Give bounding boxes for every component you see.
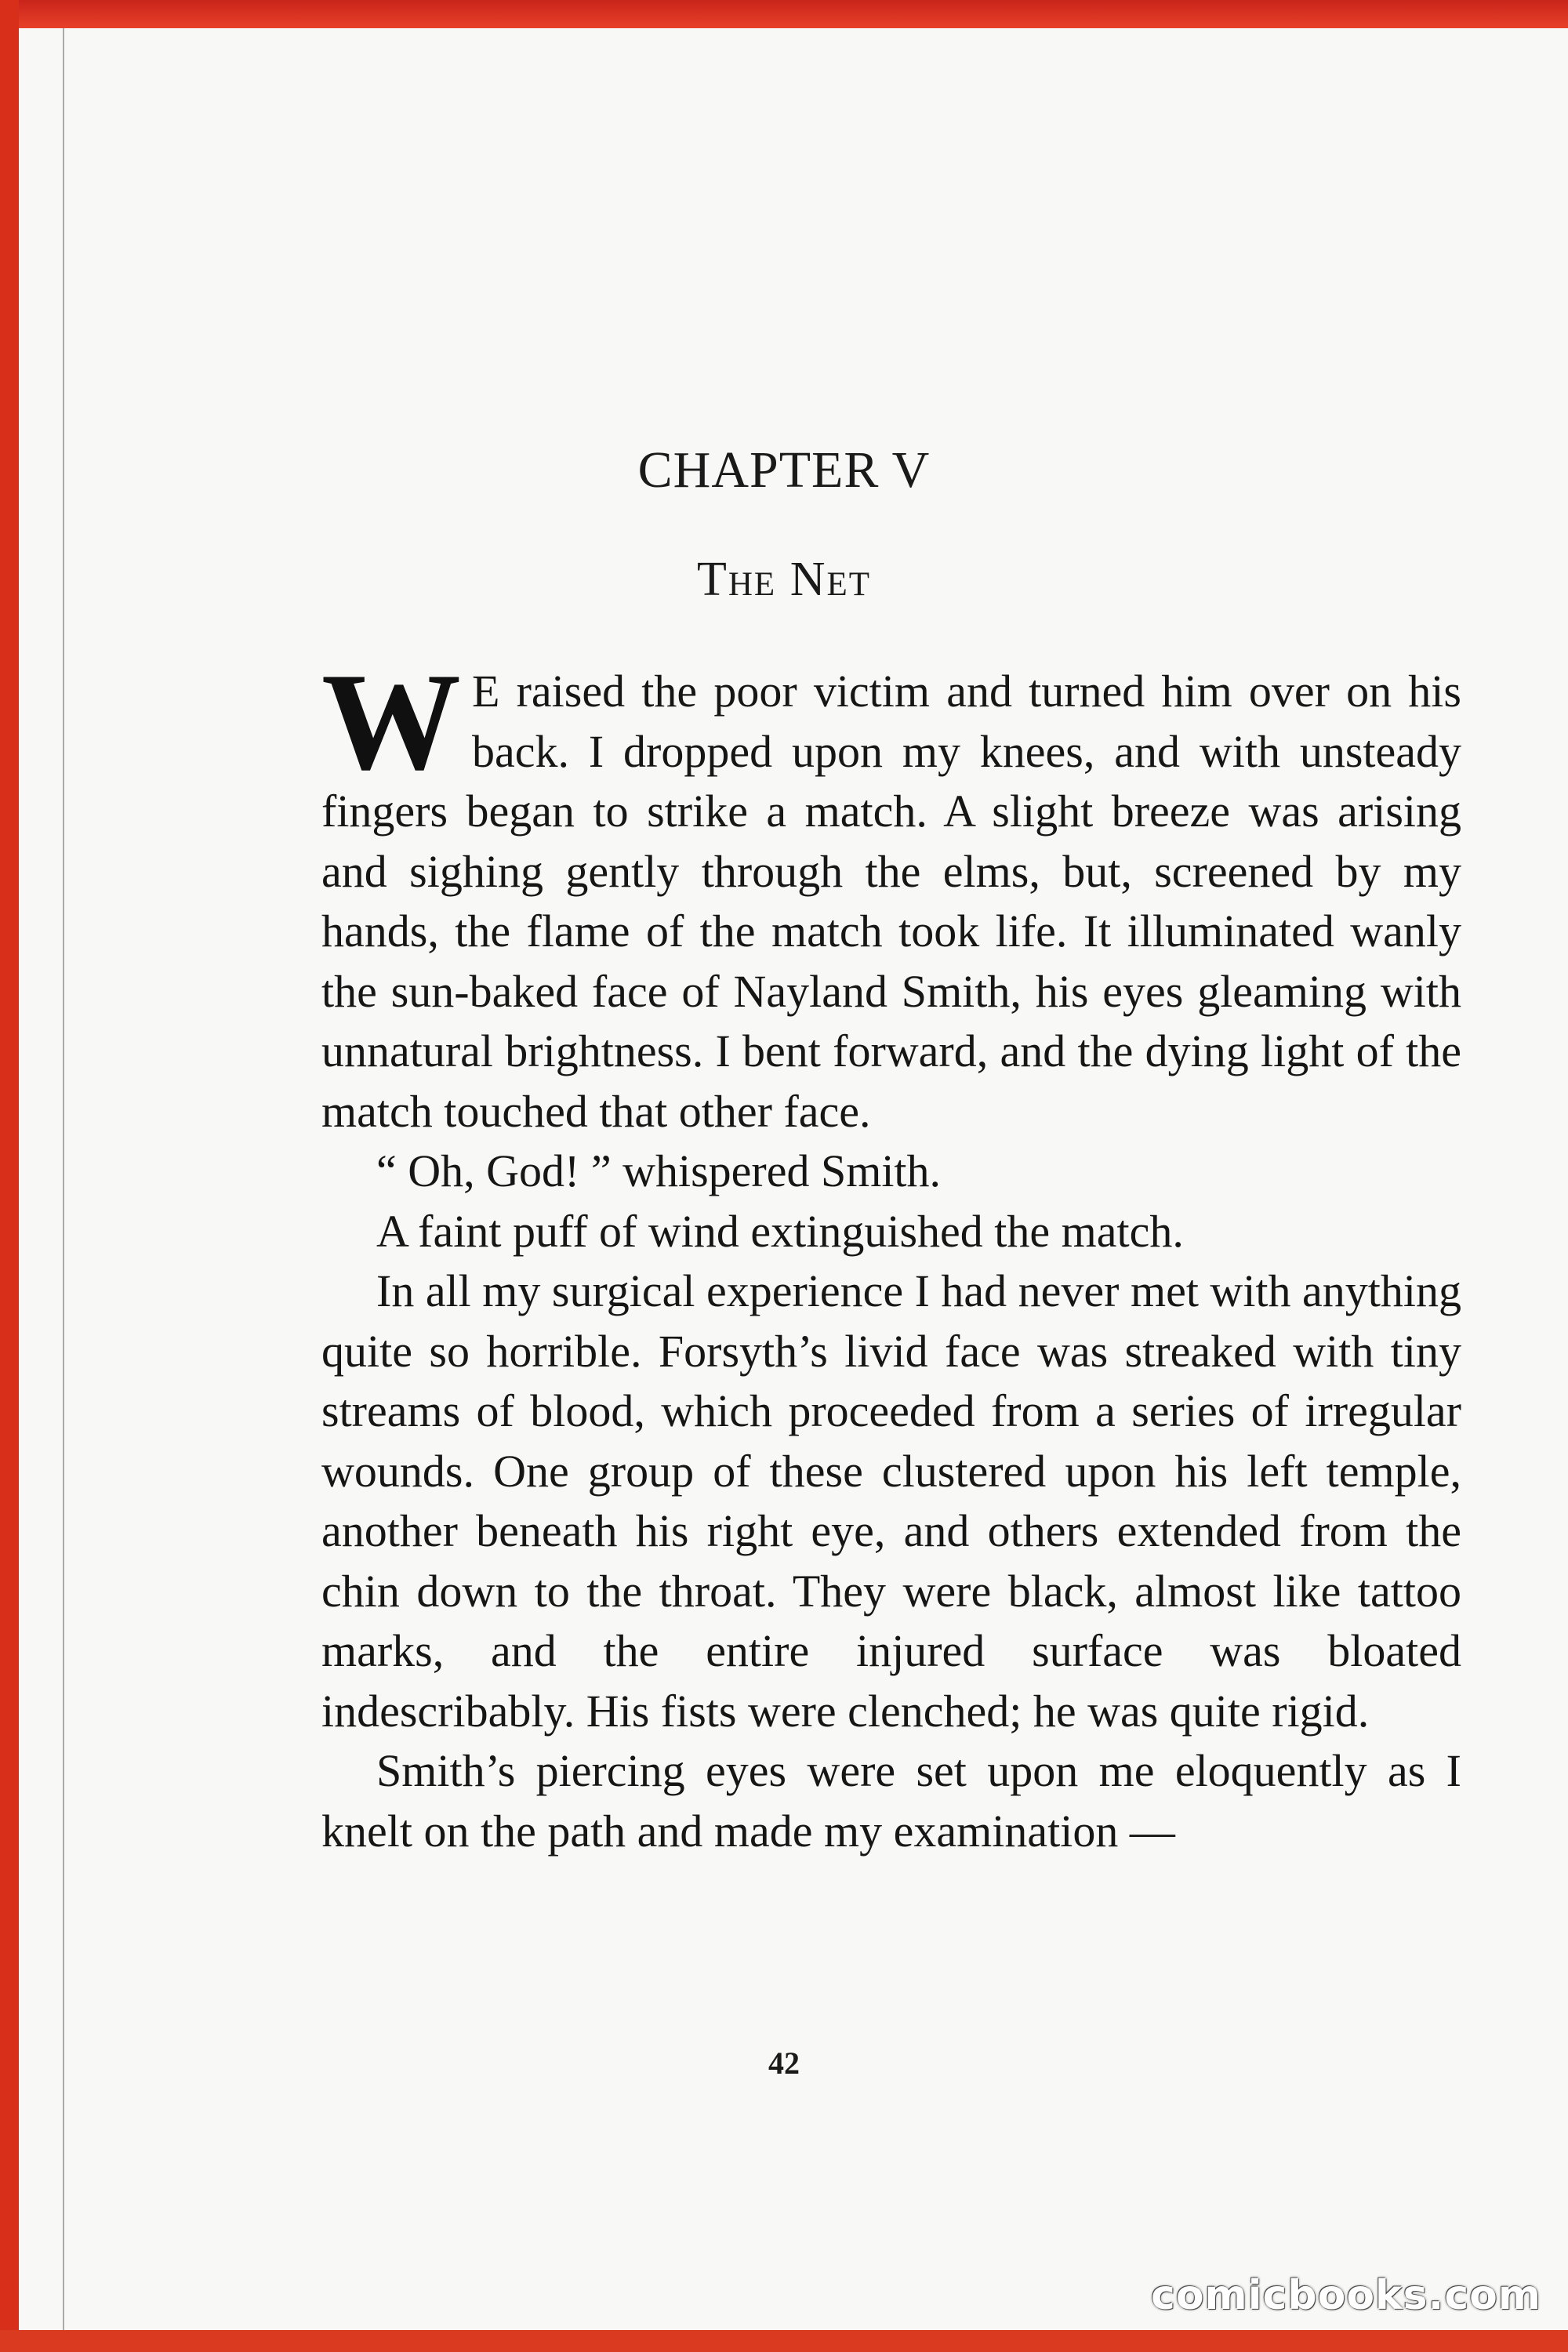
paragraph-2: “ Oh, God! ” whispered Smith. [376,1145,942,1196]
red-cover-left-edge [0,0,19,2352]
site-watermark: comicbooks.com [1151,2272,1542,2319]
paragraph-5: Smith’s piercing eyes were set upon me eloquently as I knelt on the path and made my examination — [321,1745,1461,1857]
chapter-subtitle: The Net [697,553,871,606]
chapter-title: CHAPTER V [637,441,931,499]
page-gutter-line [63,28,64,2330]
red-cover-top-edge [0,0,1568,28]
paragraph-4: In all my surgical experience I had never met with anything quite so horrible. Forsyth’s livid face was streaked with tiny streams of blood, which proceeded from a series of irregular wounds. One group of these clustered upon his left temple, another beneath his right eye, and others extended from the chin down to the throat. They were black, almost like tattoo marks, and the entire injured surface was bloated indescribably. His fists were clenched; he was quite rigid. [321,1265,1462,1737]
paragraph-1 [321,644,1461,1142]
paragraph-3: A faint puff of wind extinguished the match. [376,1205,1184,1257]
paragraph-1-text: raised the poor victim and turned him over on his back. I dropped upon my knees, and with unsteady fingers began to strike a match. A slight breeze was arising and sighing gently through the elms, but, screened by my hands, the flame of the match took life. It illuminated wanly the sun-baked face of Nayland Smith, his eyes gleaming with unnatural brightness. I bent forward, and the dying light of the match touched that other face. [321,666,1461,1137]
first-word-rest: E [472,666,500,717]
drop-cap: W [321,644,461,799]
chapter-body [321,644,1462,1861]
red-cover-bottom-edge [0,2330,1568,2352]
page-number: 42 [768,2045,800,2081]
